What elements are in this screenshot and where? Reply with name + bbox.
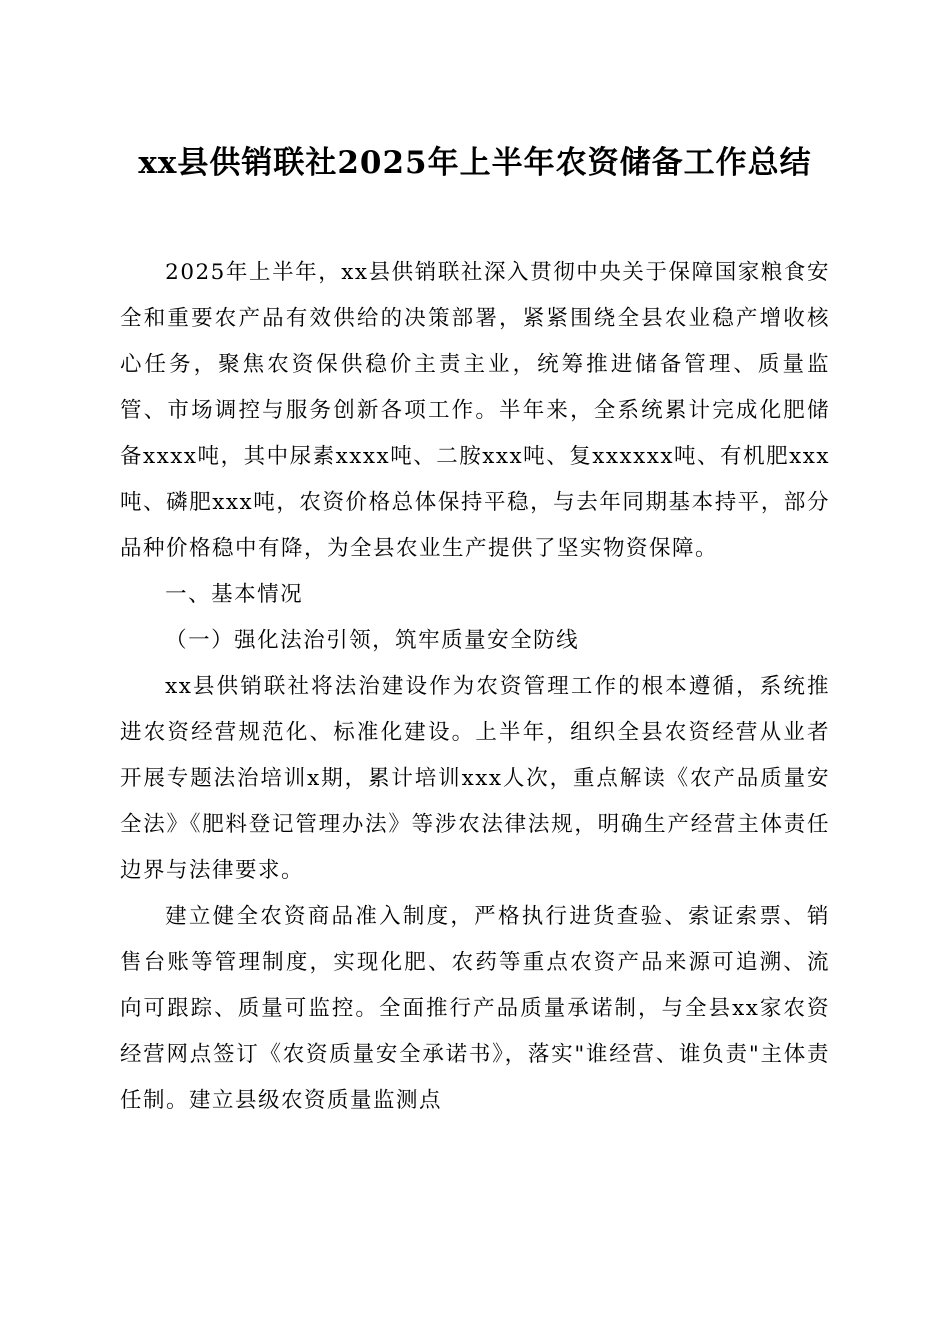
document-body [120,250,830,1124]
section-heading-basic-situation: 一、基本情况 [165,582,304,607]
document-title: xx县供销联社2025年上半年农资储备工作总结 [138,145,812,181]
body-paragraph-2: 建立健全农资商品准入制度，严格执行进货查验、索证索票、销售台账等管理制度，实现化肥、农药等重点农资产品来源可追溯、流向可跟踪、质量可监控。全面推行产品质量承诺制，与全县xx家农资经营网点签订《农资质量安全承诺书》，落实"谁经营、谁负责"主体责任制。建立县级农资质量监测点 [120,904,830,1113]
intro-paragraph: 2025年上半年，xx县供销联社深入贯彻中央关于保障国家粮食安全和重要农产品有效供给的决策部署，紧紧围绕全县农业稳产增收核心任务，聚焦农资保供稳价主责主业，统筹推进储备管理、质量监管、市场调控与服务创新各项工作。半年来，全系统累计完成化肥储备xxxx吨，其中尿素xxxx吨、二胺xxx吨、复xxxxxx吨、有机肥xxx吨、磷肥xxx吨，农资价格总体保持平稳，与去年同期基本持平，部分品种价格稳中有降，为全县农业生产提供了坚实物资保障。 [120,260,830,561]
body-paragraph-1: xx县供销联社将法治建设作为农资管理工作的根本遵循，系统推进农资经营规范化、标准化建设。上半年，组织全县农资经营从业者开展专题法治培训x期，累计培训xxx人次，重点解读《农产品质量安全法》《肥料登记管理办法》等涉农法律法规，明确生产经营主体责任边界与法律要求。 [120,674,830,883]
subsection-heading-rule-of-law: （一）强化法治引领，筑牢质量安全防线 [165,628,580,653]
